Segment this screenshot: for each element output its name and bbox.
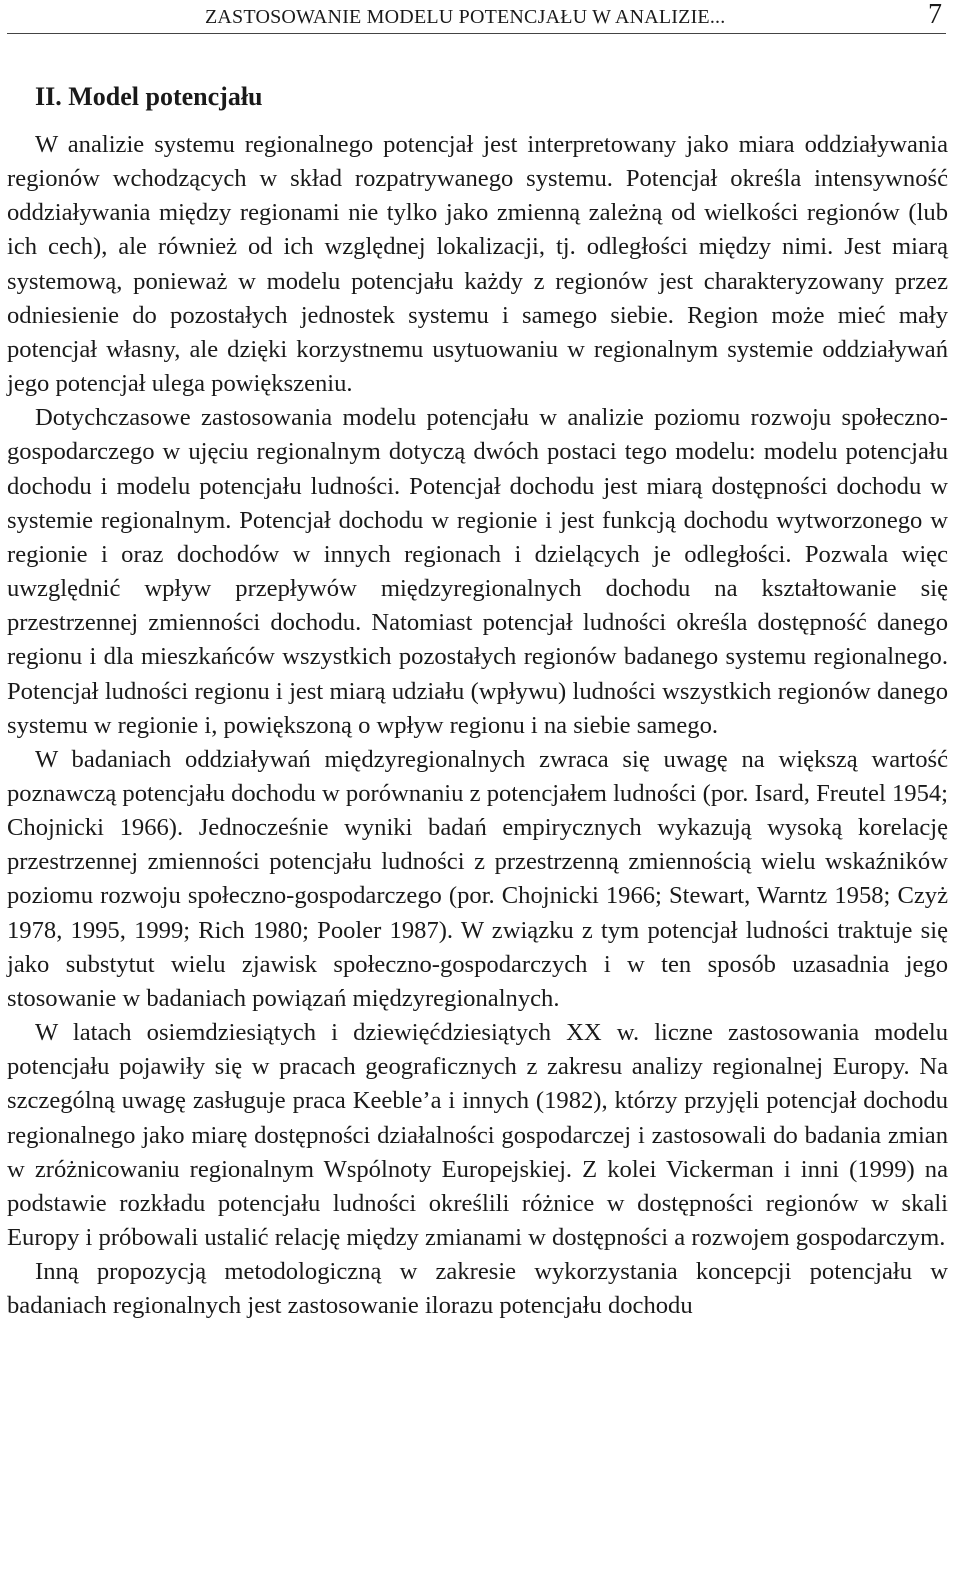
running-title: ZASTOSOWANIE MODELU POTENCJAŁU W ANALIZIE... [205,6,726,28]
paragraph: Dotychczasowe zastosowania modelu potencjału w analizie poziomu rozwoju społeczno-gospodarczego w ujęciu regionalnym dotyczą dwóch postaci tego modelu: modelu potencjału dochodu i modelu potencjału ludności. Potencjał dochodu jest miarą dostępności dochodu w systemie regionalnym. Potencjał dochodu w regionie i jest funkcją dochodu wytworzonego w regionie i oraz dochodów w innych regionach i dzielących je odległości. Pozwala więc uwzględnić wpływ przepływów międzyregionalnych dochodu na kształtowanie się przestrzennej zmienności dochodu. Natomiast potencjał ludności określa dostępność danego regionu i dla mieszkańców wszystkich pozostałych regionów badanego systemu regionalnego. Potencjał ludności regionu i jest miarą udziału (wpływu) ludności wszystkich regionów danego systemu w regionie i, powiększoną o wpływ regionu i na siebie samego. [7,404,948,739]
paragraph: Inną propozycją metodologiczną w zakresie wykorzystania koncepcji potencjału w badaniach regionalnych jest zastosowanie ilorazu potencjału dochodu [7,1258,948,1320]
section-heading: II. Model potencjału [35,82,263,111]
paragraph: W latach osiemdziesiątych i dziewięćdziesiątych XX w. liczne zastosowania modelu potencjału pojawiły się w pracach geograficznych z zakresu analizy regionalnej Europy. Na szczególną uwagę zasługuje praca Keeble’a i innych (1982), którzy przyjęli potencjał dochodu regionalnego jako miarę dostępności działalności gospodarczej i zastosowali do badania zmian w zróżnicowaniu regionalnym Wspólnoty Europejskiej. Z kolei Vickerman i inni (1999) na podstawie rozkładu potencjału ludności określili różnice w dostępności regionów w skali Europy i próbowali ustalić relację między zmianami w dostępności a rozwojem gospodarczym. [7,1019,948,1251]
body-text [7,128,948,1323]
paragraph: W badaniach oddziaływań międzyregionalnych zwraca się uwagę na większą wartość poznawczą potencjału dochodu w porównaniu z potencjałem ludności (por. Isard, Freutel 1954; Chojnicki 1966). Jednocześnie wyniki badań empirycznych wykazują wysoką korelację przestrzennej zmienności potencjału ludności z przestrzenną zmiennością wielu wskaźników poziomu rozwoju społeczno-gospodarczego (por. Chojnicki 1966; Stewart, Warntz 1958; Czyż 1978, 1995, 1999; Rich 1980; Pooler 1987). W związku z tym potencjał ludności traktuje się jako substytut wielu zjawisk społeczno-gospodarczych i w ten sposób uzasadnia jego stosowanie w badaniach powiązań międzyregionalnych. [7,745,948,1012]
paragraph: W analizie systemu regionalnego potencjał jest interpretowany jako miara oddziaływania regionów wchodzących w skład rozpatrywanego systemu. Potencjał określa intensywność oddziaływania między regionami nie tylko jako zmienną zależną od wielkości regionów (lub ich cech), ale również od ich względnej lokalizacji, tj. odległości między nimi. Jest miarą systemową, ponieważ w modelu potencjału każdy z regionów jest charakteryzowany przez odniesienie do pozostałych jednostek systemu i samego siebie. Region może mieć mały potencjał własny, ale dzięki korzystnemu usytuowaniu w regionalnym systemie oddziaływań jego potencjał ulega powiększeniu. [7,131,948,398]
running-header [7,0,946,34]
page-number: 7 [928,0,942,30]
